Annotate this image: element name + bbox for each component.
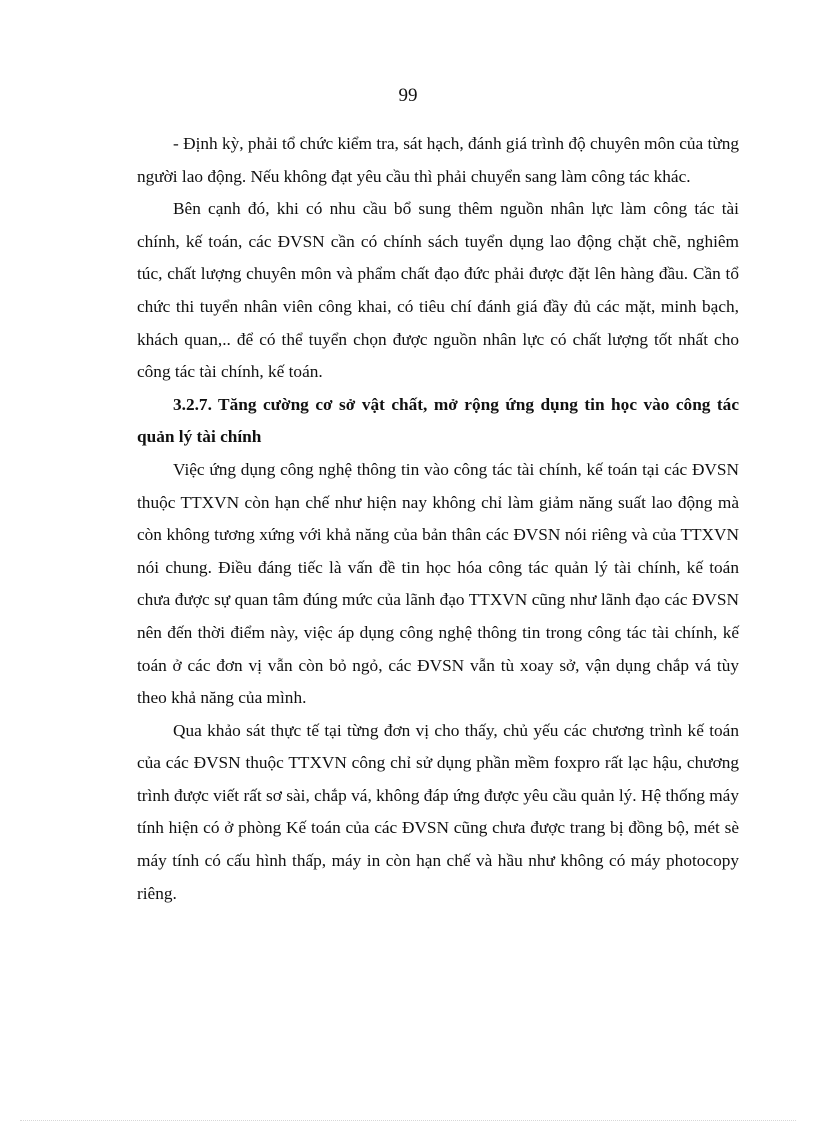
- document-body: [137, 128, 739, 910]
- section-heading: 3.2.7. Tăng cường cơ sở vật chất, mở rộng ứng dụng tin học vào công tác quản lý tài chính: [137, 394, 739, 447]
- page-bottom-divider: [20, 1120, 796, 1121]
- paragraph-it-application: Việc ứng dụng công nghệ thông tin vào công tác tài chính, kế toán tại các ĐVSN thuộc TTXVN còn hạn chế như hiện nay không chỉ làm giảm năng suất lao động mà còn không tương xứng với khả năng của bản thân các ĐVSN nói riêng và của TTXVN nói chung. Điều đáng tiếc là vấn đề tin học hóa công tác quản lý tài chính, kế toán chưa được sự quan tâm đúng mức của lãnh đạo TTXVN cũng như lãnh đạo các ĐVSN nên đến thời điểm này, việc áp dụng công nghệ thông tin trong công tác tài chính, kế toán ở các đơn vị vẫn còn bỏ ngỏ, các ĐVSN vẫn tù xoay sở, vận dụng chắp vá tùy theo khả năng của mình.: [137, 459, 739, 708]
- paragraph-periodic-assessment: - Định kỳ, phải tổ chức kiểm tra, sát hạch, đánh giá trình độ chuyên môn của từng người lao động. Nếu không đạt yêu cầu thì phải chuyển sang làm công tác khác.: [137, 134, 739, 186]
- page-number: 99: [398, 85, 418, 106]
- paragraph-recruitment-policy: Bên cạnh đó, khi có nhu cầu bổ sung thêm nguồn nhân lực làm công tác tài chính, kế toán, các ĐVSN cần có chính sách tuyển dụng lao động chặt chẽ, nghiêm túc, chất lượng chuyên môn và phẩm chất đạo đức phải được đặt lên hàng đầu. Cần tổ chức thi tuyển nhân viên công khai, có tiêu chí đánh giá đầy đủ các mặt, minh bạch, khách quan,.. để có thể tuyển chọn được nguồn nhân lực có chất lượng tốt nhất cho công tác tài chính, kế toán.: [137, 199, 739, 382]
- paragraph-survey-findings: Qua khảo sát thực tế tại từng đơn vị cho thấy, chủ yếu các chương trình kế toán của các ĐVSN thuộc TTXVN công chỉ sử dụng phần mềm foxpro rất lạc hậu, chương trình được viết rất sơ sài, chắp vá, không đáp ứng được yêu cầu quản lý. Hệ thống máy tính hiện có ở phòng Kế toán của các ĐVSN cũng chưa được trang bị đồng bộ, mét sè máy tính có cấu hình thấp, máy in còn hạn chế và hầu như không có máy photocopy riêng.: [137, 720, 739, 903]
